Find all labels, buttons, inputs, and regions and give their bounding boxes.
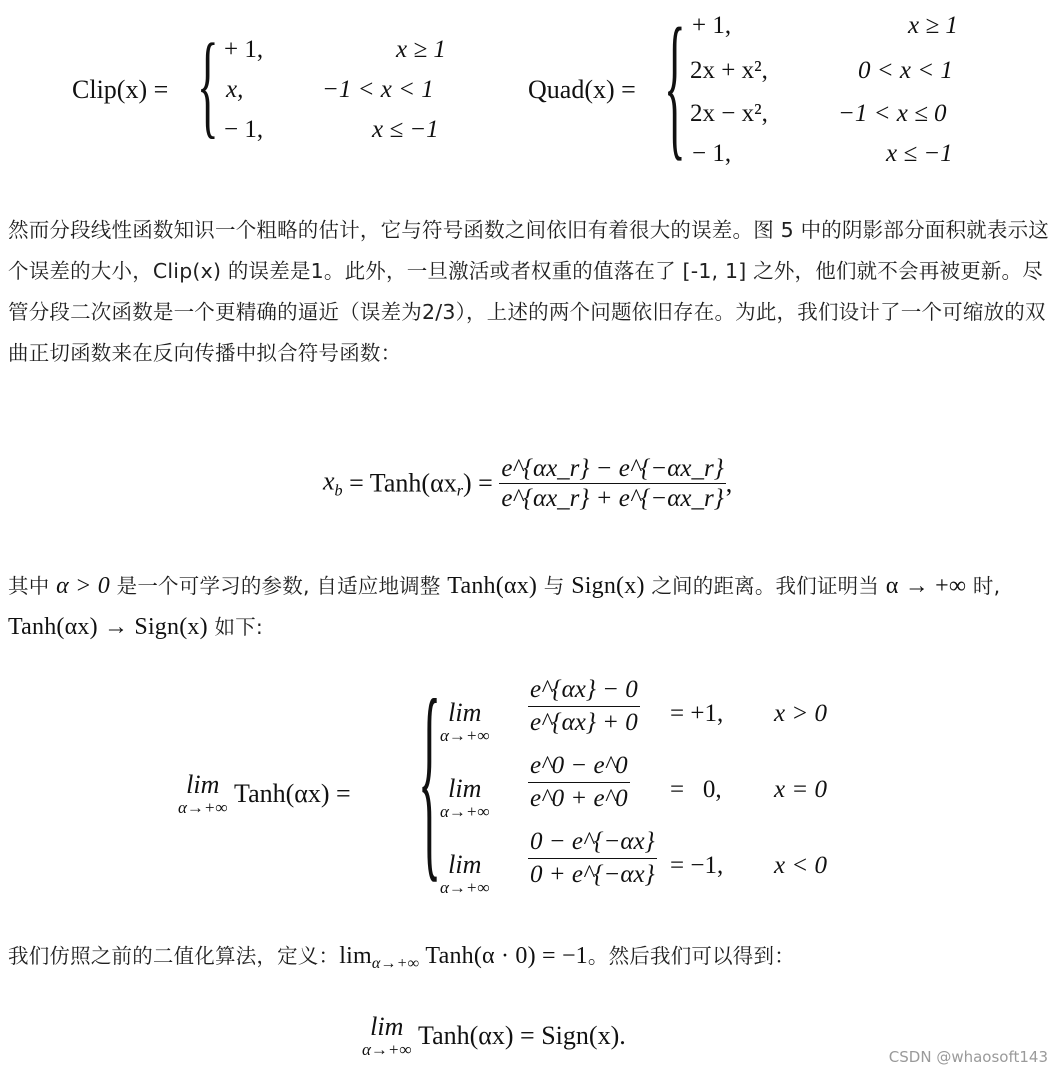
tanh-equation (323, 456, 732, 511)
final-lim-word: lim (370, 1012, 404, 1041)
p2-math-limit: α → +∞ (885, 573, 967, 599)
p3-math-lim-sub: α→+∞ (371, 955, 420, 973)
limit-row-3-result: = −1, (670, 852, 724, 879)
limit-row-3-lim (440, 852, 490, 896)
limit-row-2-fraction (528, 752, 630, 813)
p2-text-1: 其中 (8, 574, 57, 598)
quad-row-4-value: − 1, (692, 140, 732, 167)
tanh-tail: , (725, 468, 733, 498)
quad-row-2-cond: 0 < x < 1 (858, 57, 953, 84)
limit-row-2-cond: x = 0 (774, 776, 827, 803)
p2-text-5: 时, (966, 574, 1001, 598)
p3-text-1: 我们仿照之前的二值化算法，定义： (8, 944, 340, 968)
tanh-lhs-var: x (323, 466, 335, 496)
final-rhs: Tanh(αx) = Sign(x). (418, 1021, 626, 1050)
row1-den: e^{αx} + 0 (530, 709, 638, 736)
quad-lhs: Quad(x) = (528, 75, 636, 104)
p3-math-expr: Tanh(α · 0) = −1 (419, 943, 588, 969)
quad-row-1-value: + 1, (692, 12, 732, 39)
clip-row-1-cond: x ≥ 1 (396, 36, 446, 63)
final-lim-subscript: α→+∞ (362, 1040, 412, 1059)
tanh-lhs-sub: b (334, 482, 343, 500)
limit-row-3-cond: x < 0 (774, 852, 827, 879)
limit-operator (178, 772, 228, 816)
p2-math-tanh: Tanh(αx) (447, 573, 538, 599)
p3-text-2: 。然后我们可以得到： (587, 944, 795, 968)
p3-math-lim: lim (339, 943, 372, 969)
quad-brace: { (664, 0, 686, 175)
limit-lhs (178, 772, 351, 816)
paragraph-piecewise-error: 然而分段线性函数知识一个粗略的估计，它与符号函数之间依旧有着很大的误差。图 5 中的阴影部分面积就表示这个误差的大小，Clip(x) 的误差是1。此外，一旦激活或者权重的值落在了 [-1, 1] 之外，他们就不会再被更新。尽管分段二次函数是一个更精确的逼近（误差为2/3），上述的两个问题依旧存在。为此，我们设计了一个可缩放的双曲正切函数来在反向传播中拟合符号函数： (8, 218, 1049, 365)
row2-lim-sub: α→+∞ (440, 802, 490, 821)
p2-text-6: 如下: (207, 615, 264, 639)
p2-text-4: 之间的距离。我们证明当 (644, 574, 886, 598)
csdn-watermark: CSDN @whaosoft143 (888, 1048, 1048, 1066)
row3-lim: lim (448, 850, 482, 879)
tanh-denominator: e^{αx_r} + e^{−αx_r} (501, 485, 724, 512)
quad-row-1-cond: x ≥ 1 (908, 12, 958, 39)
quad-row-4-cond: x ≤ −1 (886, 140, 953, 167)
p2-math-sign: Sign(x) (571, 573, 645, 599)
paragraph-alpha-parameter (8, 566, 1054, 648)
row1-lim: lim (448, 698, 482, 727)
limit-row-1-result: = +1, (670, 700, 724, 727)
p2-math-alpha: α > 0 (56, 573, 110, 599)
row2-num: e^0 − e^0 (528, 752, 630, 783)
clip-row-3-cond: x ≤ −1 (372, 116, 439, 143)
row3-den: 0 + e^{−αx} (530, 861, 655, 888)
limit-row-1-lim (440, 700, 490, 744)
limit-row-2-lim (440, 776, 490, 820)
p2-text-3: 与 (537, 574, 572, 598)
p2-math-converge: Tanh(αx) → Sign(x) (8, 614, 208, 640)
row1-num: e^{αx} − 0 (528, 676, 640, 707)
clip-row-2-cond: −1 < x < 1 (322, 76, 434, 103)
tanh-mid-sub: r (456, 482, 463, 500)
clip-row-1-value: + 1, (224, 36, 264, 63)
tanh-mid: = Tanh(αx (349, 468, 457, 498)
quad-row-2-value: 2x + x², (690, 57, 768, 84)
lim-subscript: α→+∞ (178, 798, 228, 817)
p2-text-2: 是一个可学习的参数, 自适应地调整 (109, 574, 448, 598)
row1-lim-sub: α→+∞ (440, 726, 490, 745)
row3-lim-sub: α→+∞ (440, 878, 490, 897)
tanh-numerator: e^{αx_r} − e^{−αx_r} (501, 455, 724, 482)
limit-row-1-cond: x > 0 (774, 700, 827, 727)
paragraph-definition (8, 936, 1054, 977)
final-limit-operator (362, 1014, 412, 1058)
clip-brace: { (197, 20, 219, 149)
clip-lhs: Clip(x) = (72, 75, 169, 104)
clip-row-2-value: x, (226, 76, 244, 103)
row3-num: 0 − e^{−αx} (528, 828, 657, 859)
quad-row-3-value: 2x − x², (690, 100, 768, 127)
quad-row-3-cond: −1 < x ≤ 0 (838, 100, 947, 127)
row2-den: e^0 + e^0 (530, 785, 628, 812)
limit-brace: { (418, 655, 442, 901)
lim-word: lim (186, 770, 220, 799)
tanh-mid-end: ) = (462, 468, 493, 498)
row2-lim: lim (448, 774, 482, 803)
limit-row-3-fraction (528, 828, 657, 889)
limit-lhs-expr: Tanh(αx) = (234, 779, 351, 808)
final-equation (362, 1014, 626, 1058)
tanh-fraction (499, 456, 725, 511)
limit-row-1-fraction (528, 676, 640, 737)
limit-row-2-result: = 0, (670, 776, 722, 803)
clip-row-3-value: − 1, (224, 116, 264, 143)
